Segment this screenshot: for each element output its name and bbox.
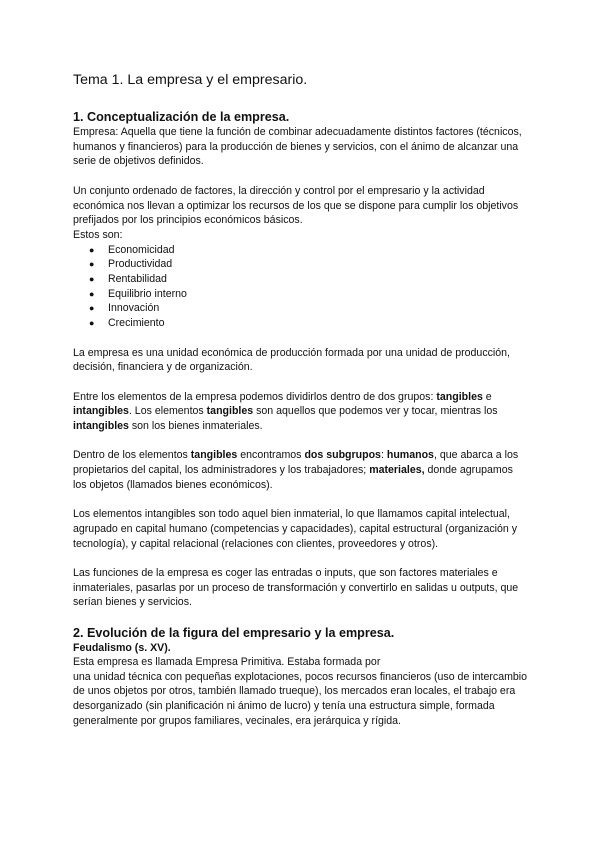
bullet-icon: ● xyxy=(89,244,95,255)
bullet-icon: ● xyxy=(89,318,95,329)
section-2-line-1: Esta empresa es llamada Empresa Primitiva. Estaba formada por xyxy=(73,655,381,668)
section-2-heading: 2. Evolución de la figura del empresario y la empresa. xyxy=(73,625,395,640)
list-item: ● Economicidad xyxy=(89,243,175,256)
section-1-paragraph-1: Empresa: Aquella que tiene la función de combinar adecuadamente distintos factores (técnicos, humanos y financieros) para la producción de bienes y servicios, con el ánimo de alcanzar una serie de objetivos definidos. xyxy=(73,126,522,168)
section-2-subheading: Feudalismo (s. XV). xyxy=(73,641,171,654)
section-1-paragraph-2: Un conjunto ordenado de factores, la dirección y control por el empresario y la actividad económica nos llevan a optimizar los recursos de los que se dispone para cumplir los objetivos prefijados por los principios económicos básicos. xyxy=(73,184,519,227)
principles-list-intro: Estos son: xyxy=(73,228,123,241)
list-item: ● Crecimiento xyxy=(89,317,165,330)
bullet-icon: ● xyxy=(89,274,95,285)
document-body xyxy=(73,72,529,728)
section-1-paragraph-6: Los elementos intangibles son todo aquel bien inmaterial, lo que llamamos capital intelectual, agrupado en capital humano (competencias y capacidades), capital estructural (organización y tecnología), y capital relacional (relaciones con clientes, proveedores y otros). xyxy=(73,508,518,550)
section-1-paragraph-7: Las funciones de la empresa es coger las entradas o inputs, que son factores materiales e inmateriales, pasarlas por un proceso de transformación y convertirlo en salidas u outputs, que serían bienes y servicios. xyxy=(73,567,519,609)
bullet-icon: ● xyxy=(89,288,95,299)
bullet-icon: ● xyxy=(89,259,95,270)
list-item: ● Equilibrio interno xyxy=(89,287,187,300)
document-title: Tema 1. La empresa y el empresario. xyxy=(73,72,308,88)
section-1-paragraph-3: La empresa es una unidad económica de producción formada por una unidad de producción, decisión, financiera y de organización. xyxy=(73,346,510,374)
principles-list xyxy=(73,243,529,331)
section-1-paragraph-5: Dentro de los elementos tangibles encontramos dos subgrupos: humanos, que abarca a los propietarios del capital, los administradores y los trabajadores; materiales, donde agrupamos los objetos (llamados bienes económicos). xyxy=(73,449,519,491)
section-2-paragraph-1: una unidad técnica con pequeñas explotaciones, pocos recursos financieros (uso de intercambio de unos objetos por otros, también llamado trueque), los mercados eran locales, el trabajo era desorganizado (sin planificación ni ánimo de lucro) y tenía una estructura simple, formada generalmente por grupos familiares, vecinales, era jerárquica y rígida. xyxy=(73,670,528,727)
section-1-paragraph-4: Entre los elementos de la empresa podemos dividirlos dentro de dos grupos: tangibles e intangibles. Los elementos tangibles son aquellos que podemos ver y tocar, mientras los intangibles son los bienes inmateriales. xyxy=(73,390,498,433)
list-item: ● Productividad xyxy=(89,258,173,271)
list-item: ● Rentabilidad xyxy=(89,273,167,286)
list-item: ● Innovación xyxy=(89,302,160,315)
section-1-heading: 1. Conceptualización de la empresa. xyxy=(73,110,290,124)
bullet-icon: ● xyxy=(89,303,95,314)
